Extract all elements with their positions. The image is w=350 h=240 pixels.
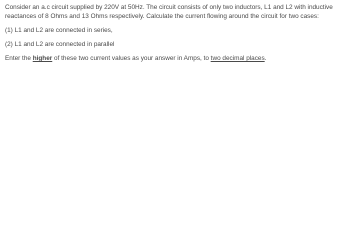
instruction-suffix: . bbox=[264, 55, 267, 62]
instruction-decimal-places: two decimal places bbox=[210, 55, 265, 62]
instruction-middle: of these two current values as your answer in Amps, to bbox=[52, 55, 211, 62]
question-text-block bbox=[5, 3, 349, 63]
case-2-text: (2) L1 and L2 are connected in parallel bbox=[5, 41, 115, 48]
instruction-prefix: Enter the bbox=[5, 55, 33, 62]
instruction-emphasis-higher: higher bbox=[32, 55, 53, 62]
question-intro: Consider an a.c circuit supplied by 220V at 50Hz. The circuit consists of only two inductors, L1 and L2 with inductive reactances of 8 Ohms and 13 Ohms respectively. Calculate the current flowing around the circuit for two cases: bbox=[5, 4, 333, 20]
answer-instruction bbox=[5, 54, 349, 63]
case-1-text: (1) L1 and L2 are connected in series, bbox=[5, 27, 113, 34]
